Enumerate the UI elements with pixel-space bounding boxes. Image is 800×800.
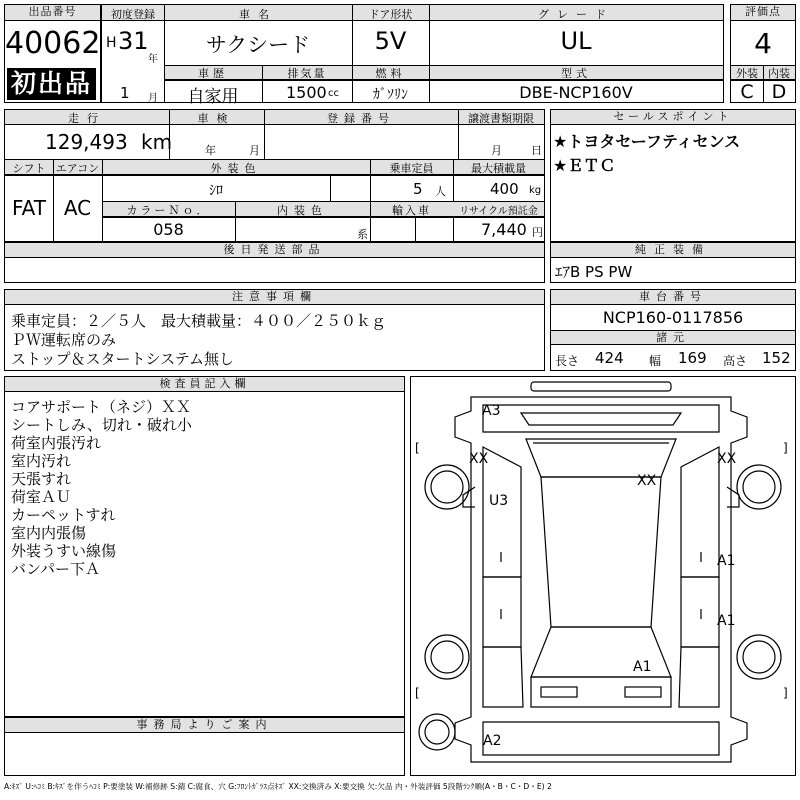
bracket-left-top: [ — [415, 441, 420, 455]
transfer-docs-label: 譲渡書類期限 — [468, 112, 534, 125]
era-letter: H — [106, 35, 117, 51]
inspector-line-10: バンパー下Ａ — [11, 560, 100, 578]
history-label: 車歴 — [198, 67, 228, 80]
model-code: DBE-NCP160V — [519, 83, 633, 102]
sales-points-box — [550, 109, 796, 242]
sales-point-1: ★トヨタセーフティセンス — [553, 132, 741, 151]
ac-value: AC — [63, 196, 92, 220]
capacity-unit: 人 — [435, 185, 446, 198]
inspector-line-2: シートしみ、切れ・破れ小 — [11, 416, 192, 434]
max-load-value: 400 — [490, 180, 519, 198]
fuel-value: ｶﾞｿﾘﾝ — [373, 87, 408, 103]
interior-label: 内装 — [768, 67, 790, 80]
length-value: 424 — [595, 349, 624, 367]
import-label: 輸入車 — [392, 204, 431, 217]
bracket-right-top: ] — [783, 441, 788, 455]
chassis-number: NCP160-0117856 — [602, 308, 744, 327]
first-reg-label: 初度登録 — [111, 8, 155, 21]
capacity-value: 5 — [413, 180, 423, 198]
year-unit: 年 — [148, 54, 158, 65]
note-line-3: ストップ＆スタートシステム無し — [11, 350, 235, 368]
note-line-1: 乗車定員：２／５人 最大積載量：４００／２５０ｋｇ — [11, 312, 387, 330]
dims-label: 諸元 — [551, 331, 795, 345]
equipment-box — [550, 242, 796, 283]
score-box — [730, 4, 796, 103]
inspector-line-1: コアサポート（ネジ）ＸＸ — [11, 398, 192, 416]
mark-xx-center: XX — [637, 473, 657, 489]
mark-u3: U3 — [489, 493, 509, 509]
max-load-unit: kg — [529, 185, 542, 196]
mark-a2: A2 — [483, 733, 502, 749]
chassis-label: 車台番号 — [551, 290, 795, 305]
footer-legend: A:ｷｽﾞ U:ﾍｺﾐ B:ｷｽﾞを伴うﾍｺﾐ P:要塗装 W:補修跡 S:錆 C:腐食、穴 G:ﾌﾛﾝﾄｶﾞﾗｽ点ｷｽﾞ XX:交換済み X:要交換 欠:欠品 内・外装評価 5段階ﾗﾝｸ順(A・B・C・D・E) 2 — [4, 782, 552, 791]
color-label: 外装色 — [210, 162, 262, 175]
int-color-label: 内装色 — [277, 204, 328, 217]
later-parts-label: 後日発送部品 — [5, 243, 544, 258]
displacement-value: 1500 — [286, 83, 327, 102]
int-color-suffix: 系 — [357, 228, 368, 241]
recycle-label: リサイクル預託金 — [459, 206, 538, 217]
vehicle-details-grid — [4, 109, 545, 242]
exterior-label: 外装 — [736, 67, 758, 80]
inspector-box — [4, 376, 405, 717]
first-reg-year: 31 — [118, 27, 149, 55]
inspector-label: 検査員記入欄 — [5, 377, 404, 392]
bracket-left-bottom: [ — [415, 686, 420, 700]
month-unit: 月 — [148, 93, 158, 104]
mileage-label: 走行 — [68, 112, 106, 125]
mark-a1-right-upper: A1 — [717, 553, 736, 569]
displacement-unit: cc — [328, 88, 339, 99]
mark-xx-left: XX — [469, 451, 489, 467]
mark-a1-rear: A1 — [633, 659, 652, 675]
transfer-month-unit: 月 — [491, 144, 502, 157]
exterior-color: ｼﾛ — [209, 183, 223, 199]
first-reg-month: 1 — [120, 84, 130, 102]
color-no-label: カラーＮｏ． — [126, 204, 211, 217]
interior-grade: D — [771, 81, 787, 103]
inspection-month-unit: 月 — [249, 144, 260, 157]
transfer-day-unit: 日 — [531, 144, 542, 157]
inspector-line-4: 室内汚れ — [11, 452, 72, 470]
sales-points-label: セールスポイント — [551, 110, 795, 125]
shift-label: シフト — [12, 162, 46, 175]
mileage-unit: km — [141, 130, 173, 154]
notes-label: 注意事項欄 — [5, 290, 544, 305]
height-value: 152 — [762, 349, 791, 367]
first-listing-badge: 初出品 — [7, 68, 96, 100]
width-value: 169 — [678, 349, 707, 367]
inspection-label: 車検 — [197, 112, 236, 125]
length-label: 長さ — [555, 354, 580, 368]
inspection-year-unit: 年 — [205, 144, 216, 157]
lot-number-box — [4, 4, 101, 103]
sales-point-2: ★ＥＴＣ — [553, 156, 616, 175]
color-number: 058 — [153, 220, 184, 239]
lot-number-label: 出品番号 — [5, 5, 100, 21]
recycle-unit: 円 — [532, 226, 543, 239]
office-box — [4, 717, 405, 776]
door-label: ドア形状 — [368, 8, 413, 21]
office-label: 事務局よりご案内 — [5, 718, 404, 733]
recycle-value: 7,440 — [481, 220, 527, 239]
model-label: 型式 — [561, 67, 591, 80]
mark-a1-right-lower: A1 — [717, 613, 736, 629]
inspector-line-3: 荷室内張汚れ — [11, 434, 102, 452]
mileage-value: 129,493 — [45, 130, 128, 154]
inspector-line-5: 天張すれ — [11, 470, 72, 488]
mark-a3: A3 — [482, 403, 501, 419]
car-name-label: 車名 — [239, 8, 277, 21]
shift-value: FAT — [11, 196, 46, 220]
inspector-line-7: カーペットすれ — [11, 506, 116, 524]
grade: UL — [560, 27, 592, 55]
chassis-box — [550, 289, 796, 371]
score-value: 4 — [754, 27, 772, 60]
inspector-line-8: 室内内張傷 — [11, 524, 87, 542]
width-label: 幅 — [649, 354, 662, 368]
max-load-label: 最大積載量 — [471, 162, 526, 175]
equipment-value: ｴｱB PS PW — [555, 263, 633, 281]
fuel-label: 燃料 — [375, 67, 406, 80]
equipment-label: 純正装備 — [551, 243, 795, 258]
notes-box — [4, 289, 545, 371]
exterior-grade: C — [740, 81, 754, 103]
mark-xx-right: XX — [717, 451, 737, 467]
height-label: 高さ — [723, 354, 748, 368]
inspector-line-9: 外装うすい線傷 — [11, 542, 117, 560]
reg-no-label: 登録番号 — [327, 112, 395, 125]
grade-label: グレード — [538, 8, 614, 21]
capacity-label: 乗車定員 — [389, 162, 434, 175]
score-label: 評価点 — [731, 5, 795, 21]
door-type: 5V — [374, 27, 407, 55]
later-parts-box — [4, 242, 545, 283]
displacement-label: 排気量 — [287, 67, 327, 80]
lot-number: 40062 — [5, 26, 101, 61]
damage-diagram — [410, 376, 796, 776]
ac-label: エアコン — [55, 162, 100, 175]
note-line-2: ＰＷ運転席のみ — [11, 331, 117, 349]
header-grid — [101, 4, 724, 107]
bracket-right-bottom: ] — [783, 686, 788, 700]
car-outline-svg — [411, 377, 795, 775]
inspector-line-6: 荷室ＡＵ — [11, 488, 72, 506]
car-name: サクシード — [205, 33, 311, 57]
history-value: 自家用 — [187, 87, 239, 107]
